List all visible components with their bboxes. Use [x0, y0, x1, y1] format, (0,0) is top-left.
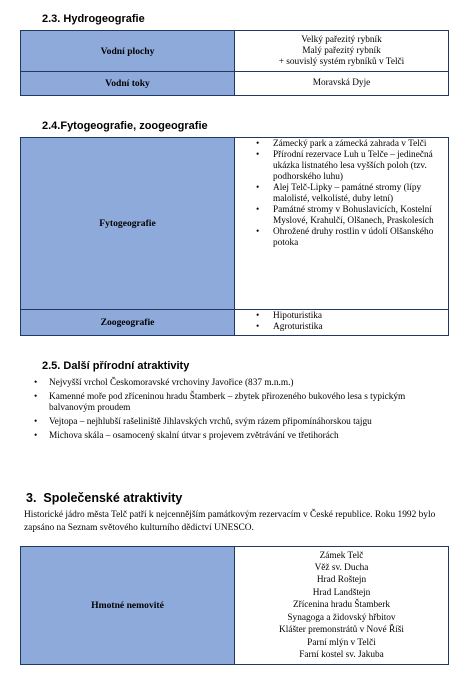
text-line: Velký pařezitý rybník	[301, 34, 382, 45]
table-row	[21, 31, 449, 72]
table-value-cell	[235, 138, 449, 310]
section-heading-fytogeografie: 2.4.Fytogeografie, zoogeografie	[42, 120, 208, 132]
table-spolecenske	[20, 546, 449, 665]
list-item: • Alej Telč-Lipky – památné stromy (lípy malolisté, velkolisté, duby letní)	[273, 183, 448, 205]
table-row	[21, 547, 449, 665]
text-line: Synagoga a židovský hřbitov	[287, 612, 396, 623]
text-line: Zřícenina hradu Štamberk	[292, 600, 391, 611]
table-value-cell	[235, 310, 449, 336]
list-item: • Michova skála – osamocený skalní útvar s projevem zvětrávání ve třetihorách	[32, 431, 452, 442]
section-heading-spolecenske	[26, 491, 182, 505]
text-line: Parní mlýn v Telči	[307, 637, 376, 648]
table-label-cell: Fytogeografie	[21, 138, 235, 310]
list-item: • Přírodní rezervace Luh u Telče – jedinečná ukázka listnatého lesa vyšších poloh (tzv. podhorského luhu)	[273, 150, 448, 183]
table-hydrogeografie	[20, 30, 449, 96]
list-item: • Kamenné moře pod zříceninou hradu Štamberk – zbytek přirozeného bukového lesa s typickým balvanovým proudem	[32, 392, 452, 414]
text-line: Hrad Landštejn	[312, 587, 371, 598]
list-item: • Zámecký park a zámecká zahrada v Telči	[273, 139, 448, 150]
section-number: 3.	[26, 491, 37, 505]
table-value-cell	[235, 31, 449, 72]
list-item: • Hipoturistika	[273, 311, 448, 322]
section-heading-hydrogeografie: 2.3. Hydrogeografie	[42, 13, 145, 25]
table-label-cell: Zoogeografie	[21, 310, 235, 336]
table-value-cell	[235, 72, 449, 96]
table-fytogeografie	[20, 137, 449, 336]
text-line: Klášter premonstrátů v Nové Říši	[279, 625, 404, 636]
table-row	[21, 310, 449, 336]
table-row	[21, 72, 449, 96]
table-value-cell	[235, 547, 449, 665]
text-line: Zámek Telč	[319, 550, 364, 561]
list-item: • Nejvyšší vrchol Českomoravské vrchoviny Javořice (837 m.n.m.)	[32, 378, 452, 389]
bullet-list	[235, 138, 448, 249]
text-line: Moravská Dyje	[312, 78, 371, 88]
table-label-cell: Vodní toky	[21, 72, 235, 96]
text-line: + souvislý systém rybníků v Telči	[278, 56, 405, 67]
list-item: • Památné stromy v Bohuslavicích, Kostelní Myslové, Krahulčí, Olšanech, Praskolesích	[273, 205, 448, 227]
text-line: Věž sv. Ducha	[314, 563, 369, 574]
text-line: Farní kostel sv. Jakuba	[299, 649, 384, 660]
text-line: Hrad Roštejn	[316, 575, 367, 586]
table-label-cell: Vodní plochy	[21, 31, 235, 72]
paragraph: Historické jádro města Telč patří k nejcennějším památkovým rezervacím v České republice. Roku 1992 bylo zapsáno na Seznam světového kulturního dědictví UNESCO.	[24, 510, 436, 533]
text-line: Malý pařezitý rybník	[302, 45, 381, 56]
list-item: • Agroturistika	[273, 322, 448, 333]
bullet-list	[235, 310, 448, 333]
section-title: Společenské atraktivity	[43, 491, 183, 505]
table-row	[21, 138, 449, 310]
table-label-cell: Hmotné nemovité	[21, 547, 235, 665]
bullet-list	[32, 378, 452, 445]
list-item: • Ohrožené druhy rostlin v údolí Olšanského potoka	[273, 227, 448, 249]
section-heading-dalsi-atraktivity: 2.5. Další přírodní atraktivity	[42, 360, 190, 372]
list-item: • Vejtopa – nejhlubší rašeliniště Jihlavských vrchů, svým rázem připomínáhorskou tajgu	[32, 417, 452, 428]
